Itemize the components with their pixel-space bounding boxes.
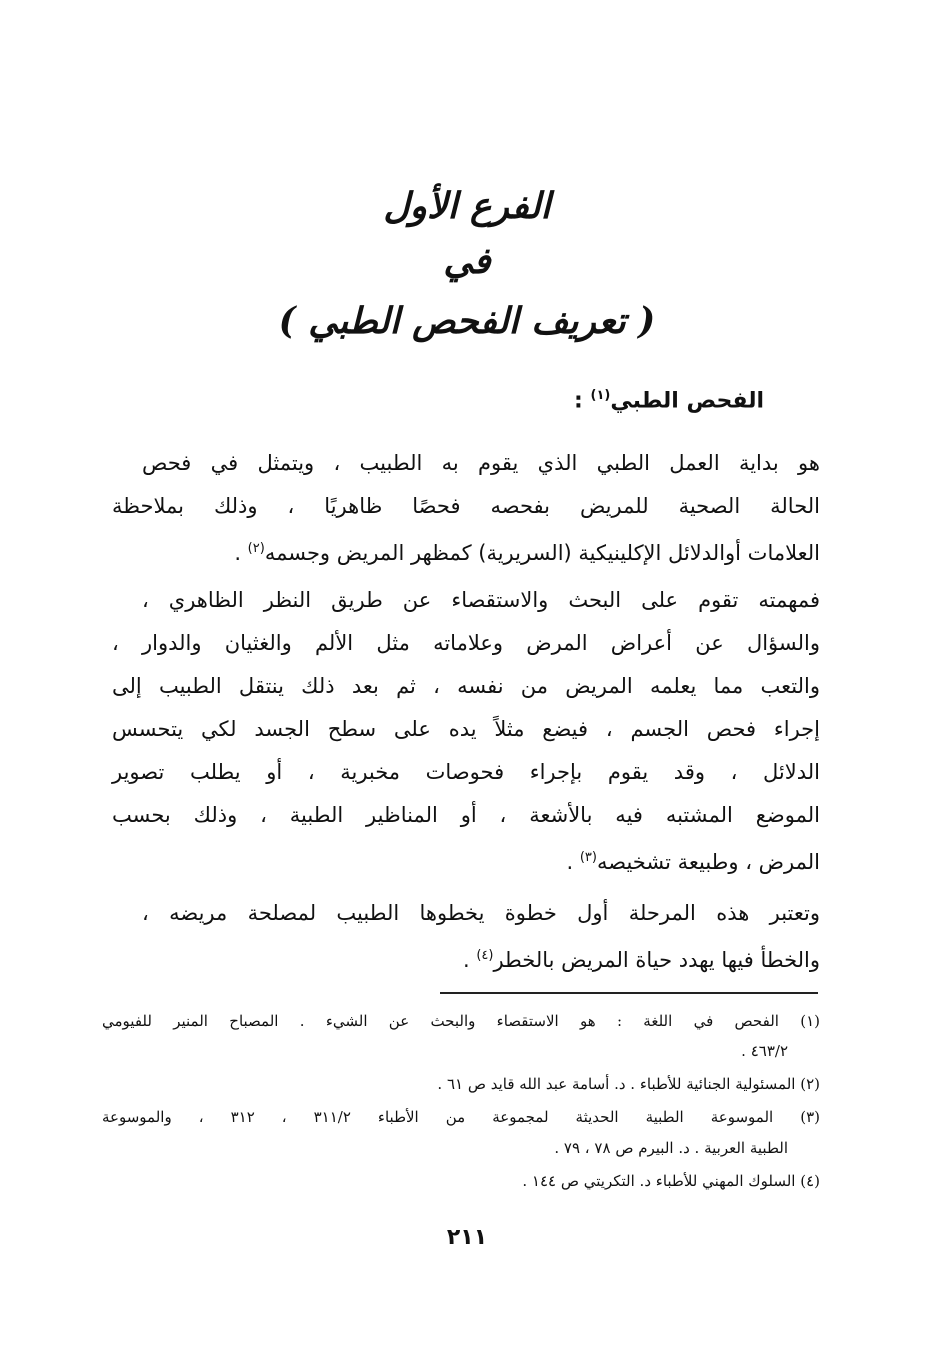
footnote-divider bbox=[440, 992, 818, 994]
paragraph-line: إجراء فحص الجسم ، فيضع مثلاً يده على سطح الجسد لكي يتحسس bbox=[112, 717, 820, 741]
paragraph-line: فمهمته تقوم على البحث والاستقصاء عن طريق النظر الظاهري ، bbox=[142, 588, 820, 612]
chapter-heading-line3: ( تعريف الفحص الطبي ) bbox=[278, 300, 656, 342]
paragraph-line: والسؤال عن أعراض المرض وعلاماته مثل الألم والغثيان والدوار ، bbox=[112, 631, 820, 655]
page-number: ٢١١ bbox=[446, 1225, 488, 1250]
footnote-line: (١) الفحص في اللغة : هو الاستقصاء والبحث عن الشيء . المصباح المنير للفيومي bbox=[102, 1012, 820, 1030]
paragraph-line: والتعب مما يعلمه المريض من نفسه ، ثم بعد ذلك ينتقل الطبيب إلى bbox=[112, 674, 820, 698]
paragraph-line: الدلائل ، وقد يقوم بإجراء فحوصات مخبرية ، أو يطلب تصوير bbox=[112, 760, 820, 784]
footnote-line: (٣) الموسوعة الطبية الحديثة لمجموعة من الأطباء ٣١١/٢ ، ٣١٢ ، والموسوعة bbox=[102, 1108, 820, 1126]
section-subheading bbox=[574, 388, 764, 413]
footnote-ref: (٢) bbox=[247, 541, 265, 556]
paragraph-line: العلامات أوالدلائل الإكلينيكية (السريرية) كمظهر المريض وجسمه$^{(٢)}$ . bbox=[234, 541, 820, 565]
footnote-ref: (٤) bbox=[476, 948, 494, 963]
footnote-ref: (٣) bbox=[579, 850, 597, 865]
subheading-suffix: : bbox=[574, 388, 591, 414]
footnote-line: ٤٦٣/٢ . bbox=[741, 1042, 788, 1060]
footnote-line: الطبية العربية . د. البيرم ص ٧٨ ، ٧٩ . bbox=[554, 1139, 788, 1157]
paragraph-line: المرض ، وطبيعة تشخيصه$^{(٣)}$ . bbox=[566, 850, 820, 874]
subheading-text: الفحص الطبي bbox=[610, 388, 764, 414]
footnote-line: (٤) السلوك المهني للأطباء د. التكريتي ص ١٤٤ . bbox=[522, 1172, 820, 1190]
paragraph-line: الموضع المشتبه فيه بالأشعة ، أو المناظير الطبية ، وذلك بحسب bbox=[112, 803, 820, 827]
footnote-line: (٢) المسئولية الجنائية للأطباء . د. أسامة عبد الله قايد ص ٦١ . bbox=[437, 1075, 820, 1093]
paragraph-line: والخطأ فيها يهدد حياة المريض بالخطر$^{(٤)}$ . bbox=[462, 948, 820, 972]
footnote-ref: (١) bbox=[590, 388, 611, 403]
chapter-heading-line1: الفرع الأول bbox=[383, 185, 551, 227]
paragraph-line: هو بداية العمل الطبي الذي يقوم به الطبيب ، ويتمثل في فحص bbox=[142, 451, 820, 475]
chapter-heading-line2: في bbox=[443, 240, 491, 282]
paragraph-line: الحالة الصحية للمريض بفحصه فحصًا ظاهريًا ، وذلك بملاحظة bbox=[112, 494, 820, 518]
paragraph-line: وتعتبر هذه المرحلة أول خطوة يخطوها الطبيب لمصلحة مريضه ، bbox=[142, 901, 820, 925]
